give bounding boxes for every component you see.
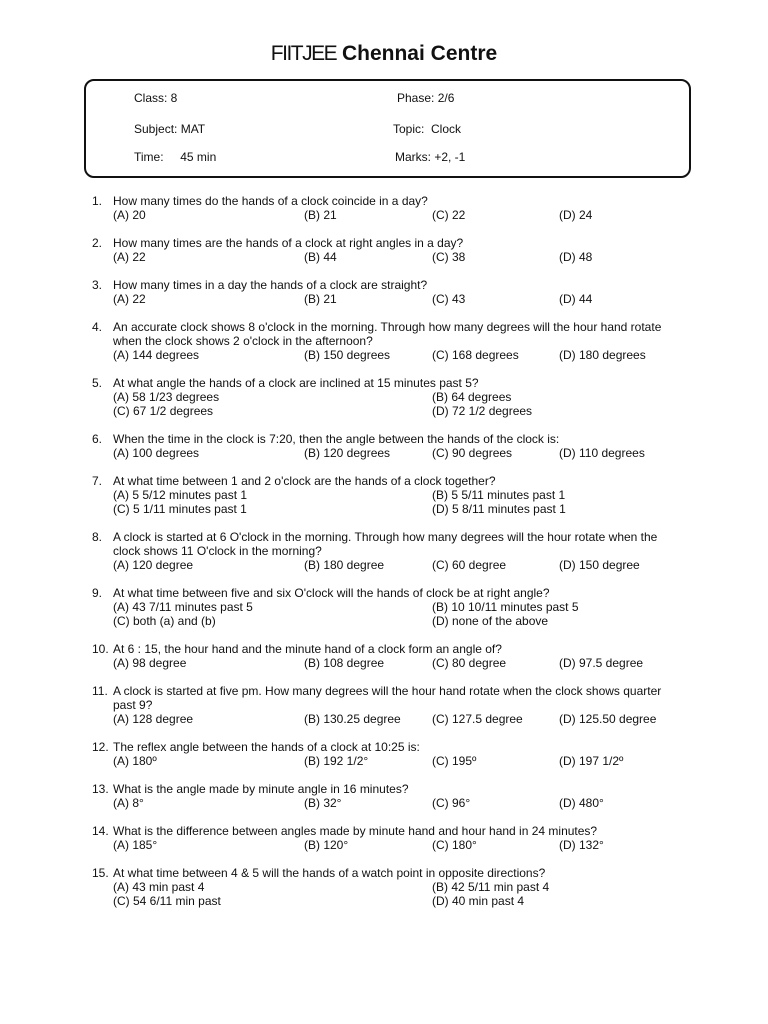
options-row [92, 754, 712, 768]
option-d: (D) none of the above [432, 614, 549, 628]
question-number: 6. [92, 432, 103, 446]
option-a: (A) 20 [113, 208, 146, 222]
question-number: 2. [92, 236, 103, 250]
brand-name: FIITJEE [270, 42, 337, 65]
option-c: (C) 22 [432, 208, 466, 222]
option-c: (C) 168 degrees [432, 348, 519, 362]
question-text-line [92, 782, 712, 796]
option-d: (D) 125.50 degree [559, 712, 657, 726]
options-row [92, 656, 712, 670]
marks-label: Marks: +2, -1 [395, 150, 466, 164]
option-b: (B) 21 [304, 292, 337, 306]
option-b: (B) 150 degrees [304, 348, 391, 362]
question-11 [92, 684, 712, 726]
question-text: At what time between 4 & 5 will the hands of a watch point in opposite directions? [113, 866, 546, 880]
question-text-line [92, 642, 712, 656]
question-6 [92, 432, 712, 460]
question-text-line [92, 236, 712, 250]
question-text-line [92, 530, 712, 544]
option-b: (B) 64 degrees [432, 390, 512, 404]
options-row [92, 614, 712, 628]
question-text-line [92, 866, 712, 880]
question-text-line [92, 684, 712, 698]
question-text: A clock is started at five pm. How many degrees will the hour hand rotate when the clock shows quarter [113, 684, 662, 698]
option-d: (D) 110 degrees [559, 446, 645, 460]
question-list [92, 194, 712, 908]
question-number: 14. [92, 824, 109, 838]
question-text: What is the angle made by minute angle in 16 minutes? [113, 782, 409, 796]
question-text: At what angle the hands of a clock are inclined at 15 minutes past 5? [113, 376, 479, 390]
option-b: (B) 21 [304, 208, 337, 222]
option-b: (B) 130.25 degree [304, 712, 401, 726]
options-row [92, 348, 712, 362]
option-b: (B) 5 5/11 minutes past 1 [432, 488, 566, 502]
option-d: (D) 40 min past 4 [432, 894, 525, 908]
option-d: (D) 132° [559, 838, 604, 852]
question-number: 12. [92, 740, 109, 754]
option-d: (D) 48 [559, 250, 593, 264]
options-row [92, 488, 712, 502]
option-b: (B) 44 [304, 250, 337, 264]
question-text-line [92, 334, 712, 348]
option-a: (A) 58 1/23 degrees [113, 390, 220, 404]
option-b: (B) 10 10/11 minutes past 5 [432, 600, 579, 614]
option-c: (C) 43 [432, 292, 466, 306]
option-b: (B) 192 1/2° [304, 754, 369, 768]
question-number: 7. [92, 474, 103, 488]
question-text: At what time between 1 and 2 o'clock are the hands of a clock together? [113, 474, 496, 488]
question-text: When the time in the clock is 7:20, then the angle between the hands of the clock is: [113, 432, 560, 446]
class-label: Class: 8 [134, 91, 178, 105]
question-text-line [92, 320, 712, 334]
question-text-line [92, 278, 712, 292]
question-text: What is the difference between angles made by minute hand and hour hand in 24 minutes? [113, 824, 598, 838]
option-d: (D) 24 [559, 208, 593, 222]
question-8 [92, 530, 712, 572]
question-text: A clock is started at 6 O'clock in the morning. Through how many degrees will the hour rotate when the [113, 530, 658, 544]
option-a: (A) 144 degrees [113, 348, 200, 362]
question-text: An accurate clock shows 8 o'clock in the morning. Through how many degrees will the hour hand rotate [113, 320, 662, 334]
question-text-line [92, 586, 712, 600]
option-a: (A) 43 7/11 minutes past 5 [113, 600, 253, 614]
phase-label: Phase: 2/6 [397, 91, 455, 105]
question-text: At 6 : 15, the hour hand and the minute hand of a clock form an angle of? [113, 642, 502, 656]
question-number: 1. [92, 194, 103, 208]
question-4 [92, 320, 712, 362]
options-row [92, 880, 712, 894]
option-c: (C) 5 1/11 minutes past 1 [113, 502, 247, 516]
question-number: 9. [92, 586, 103, 600]
option-b: (B) 108 degree [304, 656, 385, 670]
option-a: (A) 120 degree [113, 558, 194, 572]
topic-label: Topic: Clock [393, 122, 462, 136]
question-text: past 9? [113, 698, 153, 712]
question-13 [92, 782, 712, 810]
option-a: (A) 100 degrees [113, 446, 200, 460]
question-5 [92, 376, 712, 418]
question-text: when the clock shows 2 o'clock in the afternoon? [113, 334, 373, 348]
options-row [92, 796, 712, 810]
question-text-line [92, 824, 712, 838]
question-number: 5. [92, 376, 103, 390]
option-a: (A) 43 min past 4 [113, 880, 205, 894]
option-c: (C) 195º [432, 754, 477, 768]
options-row [92, 250, 712, 264]
option-b: (B) 32° [304, 796, 342, 810]
question-text: How many times in a day the hands of a clock are straight? [113, 278, 428, 292]
question-text-line [92, 474, 712, 488]
options-row [92, 502, 712, 516]
options-row [92, 600, 712, 614]
question-number: 3. [92, 278, 103, 292]
options-row [92, 208, 712, 222]
question-14 [92, 824, 712, 852]
option-d: (D) 197 1/2º [559, 754, 624, 768]
question-text-line [92, 740, 712, 754]
page-title [0, 42, 768, 66]
option-b: (B) 42 5/11 min past 4 [432, 880, 550, 894]
option-c: (C) 60 degree [432, 558, 507, 572]
option-d: (D) 5 8/11 minutes past 1 [432, 502, 566, 516]
options-row [92, 446, 712, 460]
option-c: (C) both (a) and (b) [113, 614, 216, 628]
options-row [92, 712, 712, 726]
option-d: (D) 150 degree [559, 558, 640, 572]
centre-name: Chennai Centre [341, 42, 498, 65]
options-row [92, 292, 712, 306]
question-text: At what time between five and six O'clock will the hands of clock be at right angle? [113, 586, 550, 600]
option-d: (D) 180 degrees [559, 348, 646, 362]
options-row [92, 558, 712, 572]
options-row [92, 390, 712, 404]
option-c: (C) 80 degree [432, 656, 507, 670]
option-c: (C) 127.5 degree [432, 712, 523, 726]
option-a: (A) 5 5/12 minutes past 1 [113, 488, 248, 502]
info-box [84, 79, 691, 178]
option-b: (B) 180 degree [304, 558, 385, 572]
question-15 [92, 866, 712, 908]
option-a: (A) 8° [113, 796, 144, 810]
time-label: Time: 45 min [134, 150, 217, 164]
question-number: 8. [92, 530, 103, 544]
question-12 [92, 740, 712, 768]
option-c: (C) 38 [432, 250, 466, 264]
question-number: 13. [92, 782, 109, 796]
option-a: (A) 22 [113, 250, 146, 264]
question-text-line [92, 376, 712, 390]
options-row [92, 894, 712, 908]
question-text-line [92, 544, 712, 558]
option-d: (D) 97.5 degree [559, 656, 644, 670]
option-d: (D) 44 [559, 292, 593, 306]
option-a: (A) 22 [113, 292, 146, 306]
question-text-line [92, 432, 712, 446]
options-row [92, 404, 712, 418]
option-b: (B) 120° [304, 838, 349, 852]
question-text: How many times do the hands of a clock coincide in a day? [113, 194, 428, 208]
question-7 [92, 474, 712, 516]
question-text: How many times are the hands of a clock at right angles in a day? [113, 236, 464, 250]
question-3 [92, 278, 712, 306]
question-text-line [92, 698, 712, 712]
option-d: (D) 480° [559, 796, 604, 810]
question-1 [92, 194, 712, 222]
option-a: (A) 128 degree [113, 712, 194, 726]
question-2 [92, 236, 712, 264]
question-number: 15. [92, 866, 109, 880]
option-a: (A) 185° [113, 838, 158, 852]
subject-label: Subject: MAT [134, 122, 206, 136]
option-d: (D) 72 1/2 degrees [432, 404, 533, 418]
option-c: (C) 96° [432, 796, 471, 810]
question-9 [92, 586, 712, 628]
question-text: The reflex angle between the hands of a clock at 10:25 is: [113, 740, 420, 754]
option-c: (C) 67 1/2 degrees [113, 404, 214, 418]
option-c: (C) 54 6/11 min past [113, 894, 221, 908]
option-c: (C) 90 degrees [432, 446, 513, 460]
option-a: (A) 180º [113, 754, 157, 768]
question-number: 11. [92, 684, 108, 698]
question-text: clock shows 11 O'clock in the morning? [113, 544, 322, 558]
question-number: 10. [92, 642, 109, 656]
option-b: (B) 120 degrees [304, 446, 391, 460]
options-row [92, 838, 712, 852]
question-number: 4. [92, 320, 103, 334]
question-10 [92, 642, 712, 670]
question-text-line [92, 194, 712, 208]
option-c: (C) 180° [432, 838, 477, 852]
option-a: (A) 98 degree [113, 656, 187, 670]
